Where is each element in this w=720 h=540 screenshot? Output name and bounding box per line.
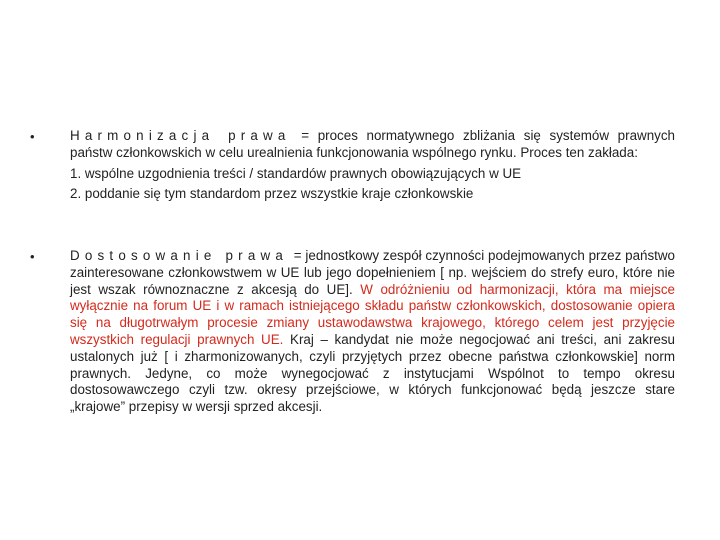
definition-dostosowanie-start: = jednostkowy zespół czynności podejmowanych przez państwo zainteresowane członkowstwem w UE lub jego dopełnieniem [ np. wejściem do strefy euro, które nie jest wszak równoznaczne z akcesją do UE]. [70, 248, 675, 297]
bullet-dostosowanie [30, 248, 675, 416]
term-dostosowanie: Dostosowanie prawa [70, 248, 288, 263]
list-item: 1. wspólne uzgodnienia treści / standardów prawnych obowiązujących w UE [70, 165, 522, 181]
highlight-text: W odróżnieniu od harmonizacji, która ma miejsce wyłącznie na forum UE i w ramach istniejącego składu państw członkowskich, dostosowanie opiera się na długotrwałym procesie zmiany ustawodawstwa krajowego, którego celem jest przyjęcie wszystkich regulacji prawnych UE. [70, 281, 675, 347]
term-harmonizacja: Harmonizacja prawa [70, 128, 291, 143]
definition-harmonizacja: = proces normatywnego zbliżania się systemów prawnych państw członkowskich w celu urealnienia funkcjonowania wspólnego rynku. Proces ten zakłada: [70, 128, 675, 160]
bullet-dot: • [30, 129, 35, 144]
list-item: 2. poddanie się tym standardom przez wszystkie kraje członkowskie [70, 186, 474, 202]
bullet-dot: • [30, 249, 35, 264]
bullet-harmonizacja [30, 128, 675, 203]
bullet-text [70, 128, 675, 203]
definition-dostosowanie-end: Kraj – kandydat nie może negocjować ani treści, ani zakresu ustalonych już [ i zharmonizowanych, czyli przyjętych przez obecne państwa członkowskie] norm prawnych. Jedyne, co może wynegocjować z instytucjami Wspólnot to tempo okresu dostosowawczego czyli tzw. okresy przejściowe, w których funkcjonować będą jeszcze stare „krajowe” przepisy w wersji sprzed akcesji. [70, 331, 675, 415]
bullet-text [70, 248, 675, 416]
